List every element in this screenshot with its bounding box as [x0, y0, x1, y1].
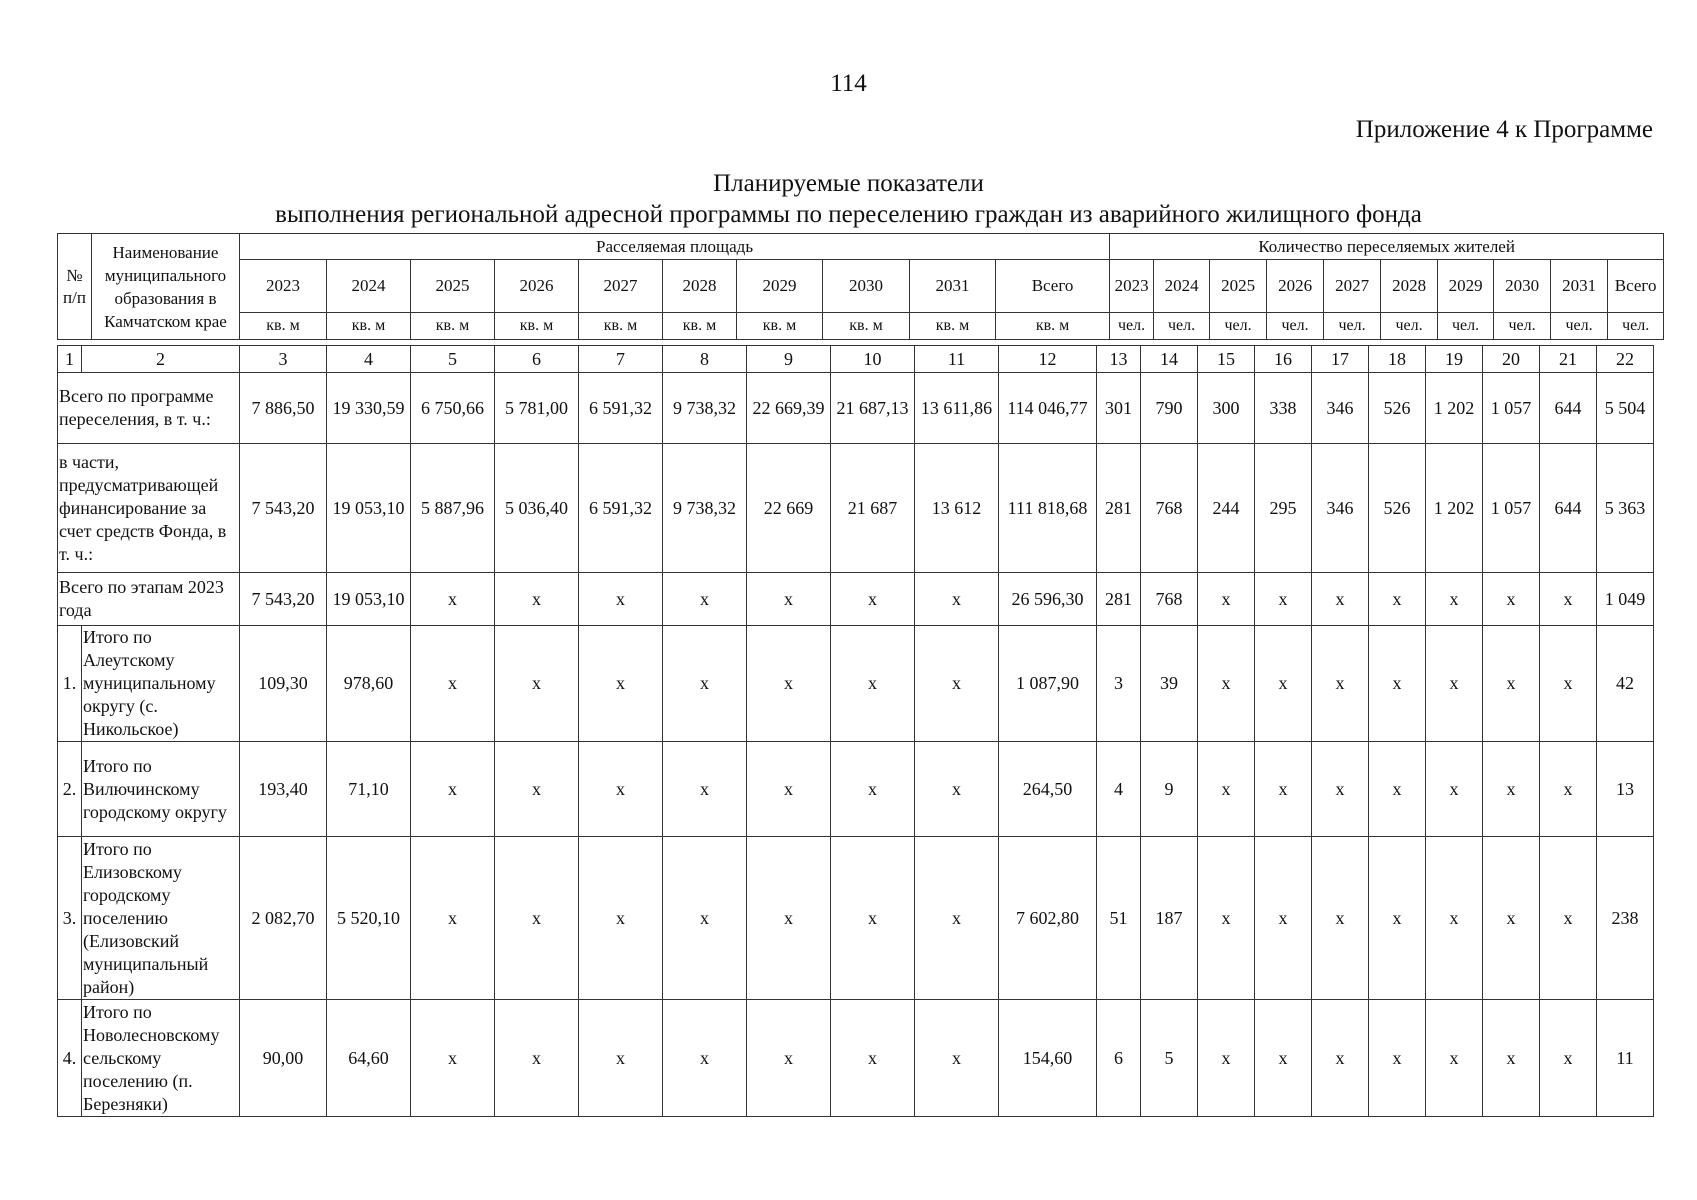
header-unit-area: кв. м — [579, 313, 663, 340]
people-cell: x — [1255, 837, 1312, 1000]
people-cell: x — [1540, 837, 1597, 1000]
column-number: 7 — [579, 346, 663, 373]
header-total-area: Всего — [996, 260, 1110, 313]
area-cell: x — [915, 573, 999, 626]
people-cell: 526 — [1369, 444, 1426, 573]
people-cell: 1 057 — [1483, 373, 1540, 444]
people-cell: x — [1312, 837, 1369, 1000]
area-cell: 264,50 — [999, 742, 1097, 837]
area-cell: x — [663, 626, 747, 742]
row-number: 4. — [58, 1000, 82, 1117]
people-cell: 244 — [1198, 444, 1255, 573]
column-number: 18 — [1369, 346, 1426, 373]
header-residents-group: Количество переселяемых жителей — [1110, 234, 1664, 260]
area-cell: 22 669 — [747, 444, 831, 573]
header-year-area: 2026 — [495, 260, 579, 313]
people-cell: x — [1255, 573, 1312, 626]
header-unit-people: чел. — [1494, 313, 1551, 340]
people-cell: 1 057 — [1483, 444, 1540, 573]
area-cell: 6 591,32 — [579, 444, 663, 573]
header-unit-people: чел. — [1381, 313, 1438, 340]
people-cell: 39 — [1141, 626, 1198, 742]
people-cell: x — [1483, 837, 1540, 1000]
column-number: 11 — [915, 346, 999, 373]
table-row — [58, 444, 1654, 573]
area-cell: x — [411, 1000, 495, 1117]
area-cell: x — [411, 742, 495, 837]
area-cell: x — [579, 626, 663, 742]
row-name: Итого по Вилючинскому городскому округу — [82, 742, 240, 837]
area-cell: 193,40 — [240, 742, 327, 837]
people-cell: 42 — [1597, 626, 1654, 742]
header-year-area: 2028 — [663, 260, 737, 313]
area-cell: 114 046,77 — [999, 373, 1097, 444]
people-cell: 768 — [1141, 444, 1198, 573]
people-cell: x — [1540, 1000, 1597, 1117]
people-cell: x — [1198, 573, 1255, 626]
header-unit-area: кв. м — [495, 313, 579, 340]
area-cell: 1 087,90 — [999, 626, 1097, 742]
header-year-people: 2023 — [1110, 260, 1154, 313]
column-number: 22 — [1597, 346, 1654, 373]
table-row — [58, 626, 1654, 742]
header-year-people: 2024 — [1154, 260, 1210, 313]
people-cell: x — [1369, 742, 1426, 837]
header-units-row — [58, 313, 1664, 340]
people-cell: 295 — [1255, 444, 1312, 573]
header-area-group: Расселяемая площадь — [240, 234, 1110, 260]
area-cell: x — [663, 1000, 747, 1117]
people-cell: x — [1312, 573, 1369, 626]
column-number: 4 — [327, 346, 411, 373]
column-number: 14 — [1141, 346, 1198, 373]
area-cell: 19 053,10 — [327, 444, 411, 573]
people-cell: 187 — [1141, 837, 1198, 1000]
people-cell: 346 — [1312, 373, 1369, 444]
header-unit-people: чел. — [1154, 313, 1210, 340]
table-row — [58, 742, 1654, 837]
area-cell: 13 612 — [915, 444, 999, 573]
people-cell: x — [1198, 626, 1255, 742]
people-cell: 9 — [1141, 742, 1198, 837]
area-cell: 7 543,20 — [240, 573, 327, 626]
area-cell: 90,00 — [240, 1000, 327, 1117]
header-unit-area: кв. м — [240, 313, 327, 340]
header-unit-area: кв. м — [996, 313, 1110, 340]
column-number: 1 — [58, 346, 82, 373]
column-number: 3 — [240, 346, 327, 373]
column-number: 21 — [1540, 346, 1597, 373]
area-cell: 22 669,39 — [747, 373, 831, 444]
column-number: 20 — [1483, 346, 1540, 373]
people-cell: 4 — [1097, 742, 1141, 837]
column-number: 2 — [82, 346, 240, 373]
table-row — [58, 837, 1654, 1000]
header-unit-area: кв. м — [663, 313, 737, 340]
area-cell: x — [747, 573, 831, 626]
people-cell: 790 — [1141, 373, 1198, 444]
people-cell: x — [1198, 1000, 1255, 1117]
area-cell: 5 036,40 — [495, 444, 579, 573]
header-year-people: 2028 — [1381, 260, 1438, 313]
area-cell: 5 887,96 — [411, 444, 495, 573]
column-number: 13 — [1097, 346, 1141, 373]
area-cell: x — [579, 837, 663, 1000]
area-cell: 21 687,13 — [831, 373, 915, 444]
people-cell: 338 — [1255, 373, 1312, 444]
header-unit-people: чел. — [1110, 313, 1154, 340]
column-number: 10 — [831, 346, 915, 373]
column-number: 19 — [1426, 346, 1483, 373]
people-cell: 3 — [1097, 626, 1141, 742]
people-cell: x — [1426, 573, 1483, 626]
area-cell: 13 611,86 — [915, 373, 999, 444]
title-line-1: Планируемые показатели — [713, 170, 984, 197]
header-unit-people: чел. — [1210, 313, 1267, 340]
header-year-people: 2026 — [1267, 260, 1324, 313]
people-cell: x — [1312, 742, 1369, 837]
area-cell: x — [915, 742, 999, 837]
area-cell: 2 082,70 — [240, 837, 327, 1000]
area-cell: x — [747, 742, 831, 837]
area-cell: x — [579, 573, 663, 626]
people-cell: 644 — [1540, 373, 1597, 444]
people-cell: x — [1426, 626, 1483, 742]
people-cell: x — [1483, 573, 1540, 626]
row-number: 1. — [58, 626, 82, 742]
area-cell: x — [831, 626, 915, 742]
header-unit-area: кв. м — [737, 313, 823, 340]
people-cell: x — [1369, 1000, 1426, 1117]
area-cell: 6 591,32 — [579, 373, 663, 444]
header-year-people: 2030 — [1494, 260, 1551, 313]
people-cell: x — [1426, 837, 1483, 1000]
people-cell: x — [1255, 626, 1312, 742]
area-cell: x — [663, 742, 747, 837]
people-cell: 13 — [1597, 742, 1654, 837]
header-unit-area: кв. м — [411, 313, 495, 340]
row-number: 3. — [58, 837, 82, 1000]
table-row — [58, 573, 1654, 626]
row-name: Итого по Елизовскому городскому поселению (Елизовский муниципальный район) — [82, 837, 240, 1000]
area-cell: x — [747, 626, 831, 742]
people-cell: x — [1483, 742, 1540, 837]
header-year-area: 2024 — [327, 260, 411, 313]
people-cell: 5 363 — [1597, 444, 1654, 573]
header-years-row — [58, 260, 1664, 313]
people-cell: x — [1540, 626, 1597, 742]
area-cell: 6 750,66 — [411, 373, 495, 444]
area-cell: 26 596,30 — [999, 573, 1097, 626]
area-cell: 978,60 — [327, 626, 411, 742]
row-name: в части, предусматривающей финансирование за счет средств Фонда, в т. ч.: — [58, 444, 240, 573]
header-year-area: 2031 — [910, 260, 996, 313]
header-unit-people: чел. — [1551, 313, 1608, 340]
area-cell: 7 543,20 — [240, 444, 327, 573]
area-cell: 109,30 — [240, 626, 327, 742]
area-cell: 71,10 — [327, 742, 411, 837]
area-cell: x — [831, 837, 915, 1000]
people-cell: 238 — [1597, 837, 1654, 1000]
area-cell: 21 687 — [831, 444, 915, 573]
area-cell: x — [831, 573, 915, 626]
column-number: 15 — [1198, 346, 1255, 373]
area-cell: x — [831, 1000, 915, 1117]
people-cell: x — [1426, 742, 1483, 837]
area-cell: 154,60 — [999, 1000, 1097, 1117]
people-cell: 5 504 — [1597, 373, 1654, 444]
area-cell: 9 738,32 — [663, 444, 747, 573]
people-cell: x — [1312, 626, 1369, 742]
area-cell: x — [747, 837, 831, 1000]
area-cell: x — [495, 573, 579, 626]
people-cell: x — [1483, 1000, 1540, 1117]
area-cell: x — [663, 837, 747, 1000]
area-cell: x — [495, 1000, 579, 1117]
area-cell: x — [579, 1000, 663, 1117]
header-unit-area: кв. м — [327, 313, 411, 340]
area-cell: 7 886,50 — [240, 373, 327, 444]
title-line-2: выполнения региональной адресной программы по переселению граждан из аварийного жилищного фонда — [275, 201, 1422, 228]
people-cell: 1 202 — [1426, 444, 1483, 573]
people-cell: 51 — [1097, 837, 1141, 1000]
people-cell: x — [1426, 1000, 1483, 1117]
header-year-people: 2031 — [1551, 260, 1608, 313]
header-total-people: Всего — [1608, 260, 1664, 313]
people-cell: x — [1540, 742, 1597, 837]
header-year-people: 2029 — [1438, 260, 1494, 313]
people-cell: x — [1198, 742, 1255, 837]
people-cell: 300 — [1198, 373, 1255, 444]
people-cell: 1 202 — [1426, 373, 1483, 444]
header-unit-people: чел. — [1438, 313, 1494, 340]
header-unit-area: кв. м — [910, 313, 996, 340]
header-year-area: 2030 — [823, 260, 910, 313]
area-cell: x — [915, 626, 999, 742]
area-cell: 5 781,00 — [495, 373, 579, 444]
header-year-people: 2025 — [1210, 260, 1267, 313]
people-cell: 281 — [1097, 573, 1141, 626]
people-cell: 346 — [1312, 444, 1369, 573]
header-year-area: 2025 — [411, 260, 495, 313]
column-number: 5 — [411, 346, 495, 373]
header-unit-people: чел. — [1324, 313, 1381, 340]
column-number: 16 — [1255, 346, 1312, 373]
column-number: 8 — [663, 346, 747, 373]
area-cell: 19 053,10 — [327, 573, 411, 626]
area-cell: x — [411, 837, 495, 1000]
column-number: 12 — [999, 346, 1097, 373]
area-cell: 111 818,68 — [999, 444, 1097, 573]
appendix-label: Приложение 4 к Программе — [1355, 116, 1653, 143]
people-cell: x — [1255, 742, 1312, 837]
people-cell: 768 — [1141, 573, 1198, 626]
column-number: 17 — [1312, 346, 1369, 373]
area-cell: x — [411, 626, 495, 742]
area-cell: x — [495, 742, 579, 837]
table-row — [58, 1000, 1654, 1117]
area-cell: 5 520,10 — [327, 837, 411, 1000]
column-number: 9 — [747, 346, 831, 373]
area-cell: 19 330,59 — [327, 373, 411, 444]
area-cell: x — [747, 1000, 831, 1117]
area-cell: 7 602,80 — [999, 837, 1097, 1000]
people-cell: x — [1369, 626, 1426, 742]
area-cell: x — [915, 837, 999, 1000]
area-cell: x — [831, 742, 915, 837]
people-cell: 644 — [1540, 444, 1597, 573]
table-row — [58, 373, 1654, 444]
table-header — [57, 233, 1664, 340]
area-cell: 64,60 — [327, 1000, 411, 1117]
row-name: Итого по Алеутскому муниципальному округу (с. Никольское) — [82, 626, 240, 742]
area-cell: x — [495, 626, 579, 742]
people-cell: 301 — [1097, 373, 1141, 444]
document-title — [0, 168, 1697, 230]
people-cell: 6 — [1097, 1000, 1141, 1117]
area-cell: x — [495, 837, 579, 1000]
people-cell: x — [1483, 626, 1540, 742]
area-cell: x — [579, 742, 663, 837]
people-cell: x — [1255, 1000, 1312, 1117]
column-numbers-row — [58, 346, 1654, 373]
area-cell: x — [411, 573, 495, 626]
people-cell: 1 049 — [1597, 573, 1654, 626]
people-cell: x — [1369, 837, 1426, 1000]
row-name: Итого по Новолесновскому сельскому поселению (п. Березняки) — [82, 1000, 240, 1117]
row-name: Всего по этапам 2023 года — [58, 573, 240, 626]
row-name: Всего по программе переселения, в т. ч.: — [58, 373, 240, 444]
row-number: 2. — [58, 742, 82, 837]
people-cell: x — [1369, 573, 1426, 626]
people-cell: x — [1312, 1000, 1369, 1117]
header-num: № п/п — [58, 234, 92, 340]
header-unit-area: кв. м — [823, 313, 910, 340]
area-cell: x — [915, 1000, 999, 1117]
header-unit-people: чел. — [1267, 313, 1324, 340]
area-cell: x — [663, 573, 747, 626]
data-table — [57, 345, 1654, 1117]
area-cell: 9 738,32 — [663, 373, 747, 444]
header-name: Наименование муниципального образования в Камчатском крае — [92, 234, 240, 340]
people-cell: x — [1540, 573, 1597, 626]
page-number: 114 — [830, 70, 867, 97]
people-cell: 526 — [1369, 373, 1426, 444]
column-number: 6 — [495, 346, 579, 373]
people-cell: 11 — [1597, 1000, 1654, 1117]
header-year-area: 2023 — [240, 260, 327, 313]
header-year-area: 2027 — [579, 260, 663, 313]
header-year-area: 2029 — [737, 260, 823, 313]
header-unit-people: чел. — [1608, 313, 1664, 340]
people-cell: x — [1198, 837, 1255, 1000]
people-cell: 5 — [1141, 1000, 1198, 1117]
header-year-people: 2027 — [1324, 260, 1381, 313]
people-cell: 281 — [1097, 444, 1141, 573]
